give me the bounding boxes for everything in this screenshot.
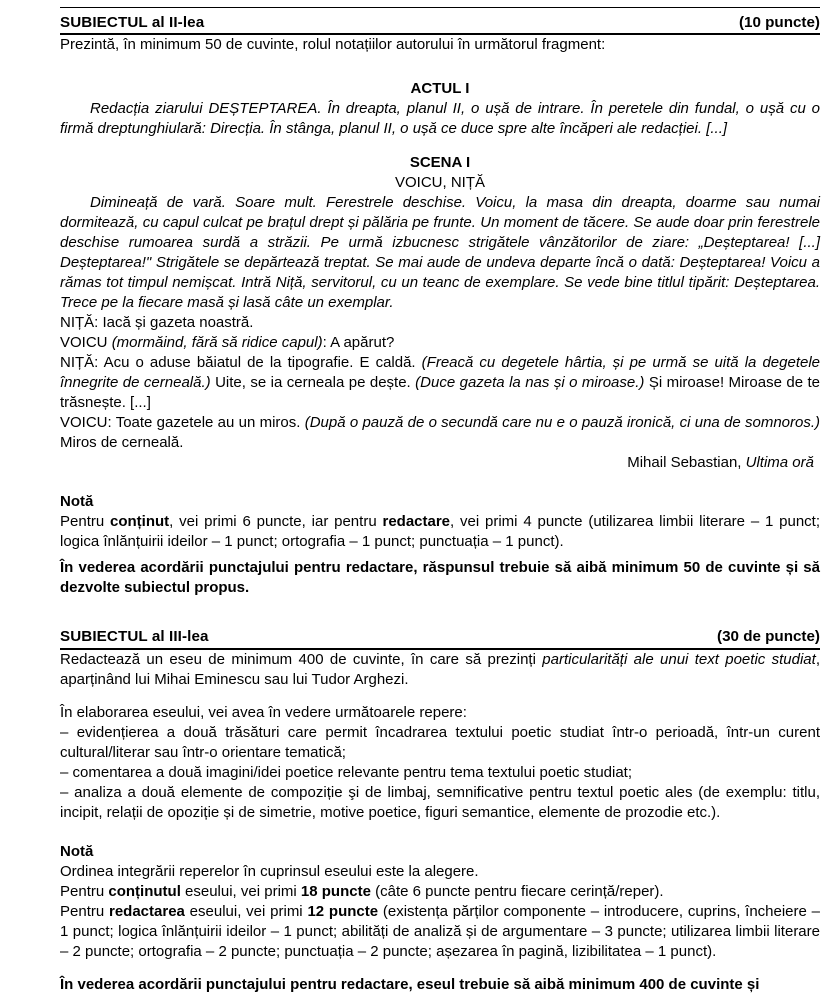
nota-emphasis-redactare: redactare xyxy=(382,513,451,531)
dialogue-line xyxy=(60,313,820,333)
spacer xyxy=(60,598,820,622)
subject-2-nota-scoring xyxy=(60,512,820,552)
subject-2-nota-requirement: În vederea acordării punctajului pentru redactare, răspunsul trebuie să aibă minimum 50 de cuvinte și să dezvolte subiectul propus. xyxy=(60,559,820,597)
nota3-emphasis-continutul: conținutul xyxy=(108,882,181,900)
spacer xyxy=(60,823,820,842)
dialogue-speaker: NIȚĂ: xyxy=(60,353,99,371)
nota3b-text-a: Pentru xyxy=(60,902,109,920)
nota3-text-a: Pentru xyxy=(60,882,109,900)
dialogue-speaker: NIȚĂ: xyxy=(60,313,99,331)
nota-text-a: Pentru xyxy=(60,513,111,531)
nota3-emphasis-18-puncte: 18 puncte xyxy=(300,882,371,900)
dialogue-stage-direction: (Duce gazeta la nas și o miroase.) xyxy=(415,373,645,391)
dialogue-stage-direction: (mormăind, fără să ridice capul) xyxy=(111,333,323,351)
top-clipped-line xyxy=(60,0,820,7)
spacer xyxy=(60,962,820,975)
subject-2-heading xyxy=(60,13,820,35)
subject-2-points: (10 puncte) xyxy=(738,14,820,31)
subject-3-nota-redaction-scoring xyxy=(60,902,820,962)
subject-3-heading xyxy=(60,627,820,649)
dialogue-text: Și miroase! Miroase de te trăsnește. [...] xyxy=(60,373,820,411)
bottom-clipped-line xyxy=(60,975,820,995)
subject-3-title: SUBIECTUL al III-lea xyxy=(60,628,209,646)
nota3-text-c: eseului, vei primi xyxy=(180,882,301,900)
dialogue-speaker: VOICU xyxy=(60,333,108,351)
nota3b-text-e: (existența părților componente – introducere, cuprins, încheiere – 1 punct; logica înlănțuirii ideilor – 1 punct; abilități de analiză și de argumentare – 3 puncte; utilizarea limbii literare – 2 puncte; ortografia – 2 puncte; punctuația – 2 puncte; așezarea în pagină, lizibilitatea – 1 punct). xyxy=(60,902,820,960)
dialogue-text: Iacă și gazeta noastră. xyxy=(98,313,254,331)
act-title: ACTUL I xyxy=(410,80,470,98)
spacer xyxy=(60,690,820,703)
dialogue-line xyxy=(60,353,820,413)
spacer xyxy=(60,55,820,79)
repere-item: – evidențierea a două trăsături care permit încadrarea textului poetic studiat într-o perioadă, într-un curent cultural/literar sau într-o orientare tematică; xyxy=(60,723,820,761)
repere-list xyxy=(60,723,820,823)
nota-text-c: , vei primi 6 puncte, iar pentru xyxy=(169,513,383,531)
act-stage-direction: Redacția ziarului DEȘTEPTAREA. În dreapta, planul II, o ușă de intrare. În peretele din fundal, o ușă cu o firmă dreptunghiulară: Direcția. În stânga, planul II, o ușă ce duce spre alte încăperi ale redacției. [...] xyxy=(60,100,820,138)
dialogue-text: Toate gazetele au un miros. xyxy=(111,413,305,431)
dialogue-stage-direction: (După o pauză de o secundă care nu e o pauză ironică, ci una de somnoros.) xyxy=(304,413,821,431)
nota3b-emphasis-12-puncte: 12 puncte xyxy=(307,902,379,920)
task-emphasis: particularități ale unui text poetic studiat xyxy=(542,650,816,668)
subject-3-nota-heading: Notă xyxy=(60,842,94,860)
subject-2-instruction: Prezintă, în minimum 50 de cuvinte, rolul notațiilor autorului în următorul fragment: xyxy=(60,36,606,54)
scene-characters: VOICU, NIȚĂ xyxy=(394,173,485,191)
task-text-b: , aparținând lui Mihai Eminescu sau lui Tudor Arghezi. xyxy=(60,650,820,688)
subject-3-task xyxy=(60,650,820,690)
subject-2-nota-heading: Notă xyxy=(60,492,94,510)
task-text-a: Redactează un eseu de minimum 400 de cuvinte, în care să prezinți xyxy=(60,650,543,668)
dialogue-stage-direction: (Freacă cu degetele hârtia, și pe urmă se uită la degetele înnegrite de cerneală.) xyxy=(60,353,821,391)
attribution-work: Ultima oră xyxy=(745,453,814,471)
repere-item: – comentarea a două imagini/idei poetice relevante pentru tema textului poetic studiat; xyxy=(60,763,633,781)
dialogue-block xyxy=(60,313,820,453)
subject-3-nota-content-scoring xyxy=(60,882,820,902)
subject-3-points: (30 de puncte) xyxy=(717,628,820,646)
nota3b-text-c: eseului, vei primi xyxy=(184,902,308,920)
dialogue-line xyxy=(60,413,820,453)
dialogue-text: Acu o aduse băiatul de la tipografie. E caldă. xyxy=(98,353,422,371)
nota-emphasis-continut: conținut xyxy=(110,513,170,531)
subject-3-nota-order: Ordinea integrării reperelor în cuprinsul eseului este la alegere. xyxy=(60,862,479,880)
subject-2-title: SUBIECTUL al II-lea xyxy=(60,14,205,31)
scene-title: SCENA I xyxy=(409,153,471,171)
attribution-author: Mihail Sebastian, xyxy=(627,453,742,471)
dialogue-text: Miros de cerneală. xyxy=(60,433,184,451)
dialogue-speaker: VOICU: xyxy=(60,413,112,431)
nota3b-emphasis-redactarea: redactarea xyxy=(109,902,185,920)
header-rule xyxy=(60,7,820,8)
dialogue-text: : A apărut? xyxy=(322,333,395,351)
spacer xyxy=(60,473,820,492)
document-content xyxy=(60,0,820,995)
dialogue-line xyxy=(60,333,820,353)
nota-text-e: , vei primi 4 puncte (utilizarea limbii literare – 1 punct; logica înlănțuirii ideilor – 1 punct; ortografia – 1 punct; punctuația – 1 punct). xyxy=(60,513,820,551)
scene-stage-direction: Dimineață de vară. Soare mult. Ferestrele deschise. Voicu, la masa din dreapta, doarme sau numai dormitează, cu capul culcat pe brațul drept și pălăria pe frunte. Un moment de tăcere. Se aude doar prin ferestrele deschise rumoarea surdă a străzii. Pe urmă izbucnesc strigătele vânzătorilor de ziare: „Deșteptarea! [...] Deșteptarea!" Strigătele se depărtează treptat. Se mai aude de undeva departe încă o dată: Deșteptarea! Voicu a rămas tot timpul nemișcat. Intră Niță, servitorul, cu un teanc de exemplare. Se vede bine titlul tipărit: Deșteptarea. Trece pe la fiecare masă și lasă câte un exemplar. xyxy=(60,193,820,311)
spacer xyxy=(60,140,820,153)
subject-3-nota-requirement: În vederea acordării punctajului pentru redactare, eseul trebuie să aibă minimum 400 de cuvinte și xyxy=(60,975,760,993)
attribution xyxy=(60,453,820,473)
dialogue-text: Uite, se ia cerneala pe dește. xyxy=(210,373,416,391)
repere-intro: În elaborarea eseului, vei avea în vedere următoarele repere: xyxy=(60,703,467,721)
repere-item: – analiza a două elemente de compoziție şi de limbaj, semnificative pentru textul poetic ales (de exemplu: titlu, incipit, relații de opoziție și de simetrie, motive poetice, figuri semantice, elemente de prozodie etc.). xyxy=(60,783,820,821)
nota3-text-e: (câte 6 puncte pentru fiecare cerință/reper). xyxy=(370,882,664,900)
